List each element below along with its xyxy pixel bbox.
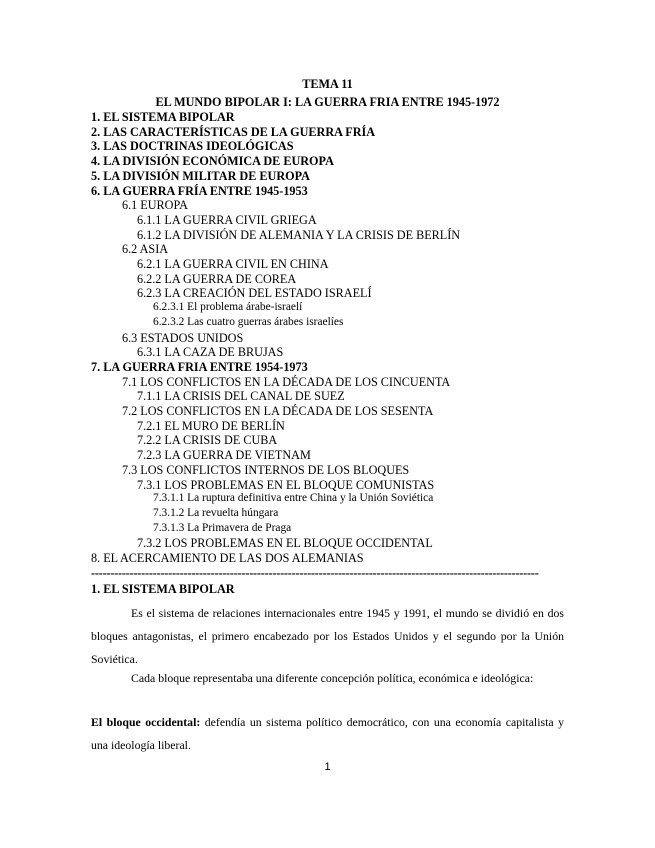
paragraph	[91, 711, 564, 757]
section-heading: 1. EL SISTEMA BIPOLAR	[91, 582, 235, 596]
toc-item: 7.3.2 LOS PROBLEMAS EN EL BLOQUE OCCIDENTAL	[137, 536, 433, 551]
toc-item: 7.2.1 EL MURO DE BERLÍN	[137, 418, 285, 433]
toc-item: 7.2.2 LA CRISIS DE CUBA	[137, 433, 278, 448]
toc-item: 6.3 ESTADOS UNIDOS	[122, 330, 244, 345]
toc-item: 6.3.1 LA CAZA DE BRUJAS	[137, 345, 284, 360]
document-subtitle: EL MUNDO BIPOLAR I: LA GUERRA FRIA ENTRE 1945-1972	[155, 95, 500, 109]
toc-item: 5. LA DIVISIÓN MILITAR DE EUROPA	[91, 168, 310, 183]
toc-item: 7.1 LOS CONFLICTOS EN LA DÉCADA DE LOS CINCUENTA	[122, 374, 451, 389]
toc-item: 3. LAS DOCTRINAS IDEOLÓGICAS	[91, 139, 294, 154]
toc-item: 6.2.3 LA CREACIÓN DEL ESTADO ISRAELÍ	[137, 286, 372, 301]
toc-item: 4. LA DIVISIÓN ECONÓMICA DE EUROPA	[91, 154, 334, 169]
toc-item: 2. LAS CARACTERÍSTICAS DE LA GUERRA FRÍA	[91, 124, 376, 139]
toc-item: 6.1 EUROPA	[122, 198, 188, 213]
toc-item: 7.2 LOS CONFLICTOS EN LA DÉCADA DE LOS SESENTA	[122, 404, 434, 418]
paragraph-label: El bloque occidental:	[91, 715, 201, 729]
toc-item: 7.3.1.1 La ruptura definitiva entre China y la Unión Soviética	[153, 492, 434, 505]
toc-item: 7.1.1 LA CRISIS DEL CANAL DE SUEZ	[137, 389, 345, 404]
paragraph-text: defendía un sistema político democrático, con una economía capitalista y una ideología liberal.	[91, 715, 564, 752]
toc-item: 6. LA GUERRA FRÍA ENTRE 1945-1953	[91, 183, 308, 198]
toc-item: 1. EL SISTEMA BIPOLAR	[91, 110, 235, 124]
toc-item: 6.1.2 LA DIVISIÓN DE ALEMANIA Y LA CRISIS DE BERLÍN	[137, 227, 461, 242]
paragraph: Es el sistema de relaciones internacionales entre 1945 y 1991, el mundo se dividió en dos bloques antagonistas, el primero encabezado por los Estados Unidos y el segundo por la Unión Soviética.	[91, 606, 564, 666]
toc-item: 7.2.3 LA GUERRA DE VIETNAM	[137, 448, 311, 463]
toc-item: 7.3.1.2 La revuelta húngara	[153, 506, 279, 519]
toc-item: 6.2.3.1 El problema árabe-israelí	[153, 301, 303, 314]
separator-line: --------------------------------------------------------------------------------------------------------------------	[91, 566, 539, 580]
toc-item: 7.3.1 LOS PROBLEMAS EN EL BLOQUE COMUNISTAS	[137, 477, 435, 492]
page-number: 1	[324, 761, 331, 773]
toc-item: 7.3 LOS CONFLICTOS INTERNOS DE LOS BLOQUES	[122, 462, 410, 477]
toc-item: 6.2.1 LA GUERRA CIVIL EN CHINA	[137, 257, 329, 271]
paragraph: Cada bloque representaba una diferente concepción política, económica e ideológica:	[131, 671, 534, 685]
toc-item: 8. EL ACERCAMIENTO DE LAS DOS ALEMANIAS	[91, 551, 364, 565]
toc-item: 6.2 ASIA	[122, 242, 169, 257]
toc-item: 7. LA GUERRA FRIA ENTRE 1954-1973	[91, 359, 308, 374]
toc-item: 6.2.2 LA GUERRA DE COREA	[137, 271, 297, 286]
toc-item: 6.1.1 LA GUERRA CIVIL GRIEGA	[137, 212, 317, 227]
document-title: TEMA 11	[302, 77, 353, 91]
toc-item: 6.2.3.2 Las cuatro guerras árabes israelíes	[153, 315, 344, 328]
toc-item: 7.3.1.3 La Primavera de Praga	[153, 521, 292, 534]
